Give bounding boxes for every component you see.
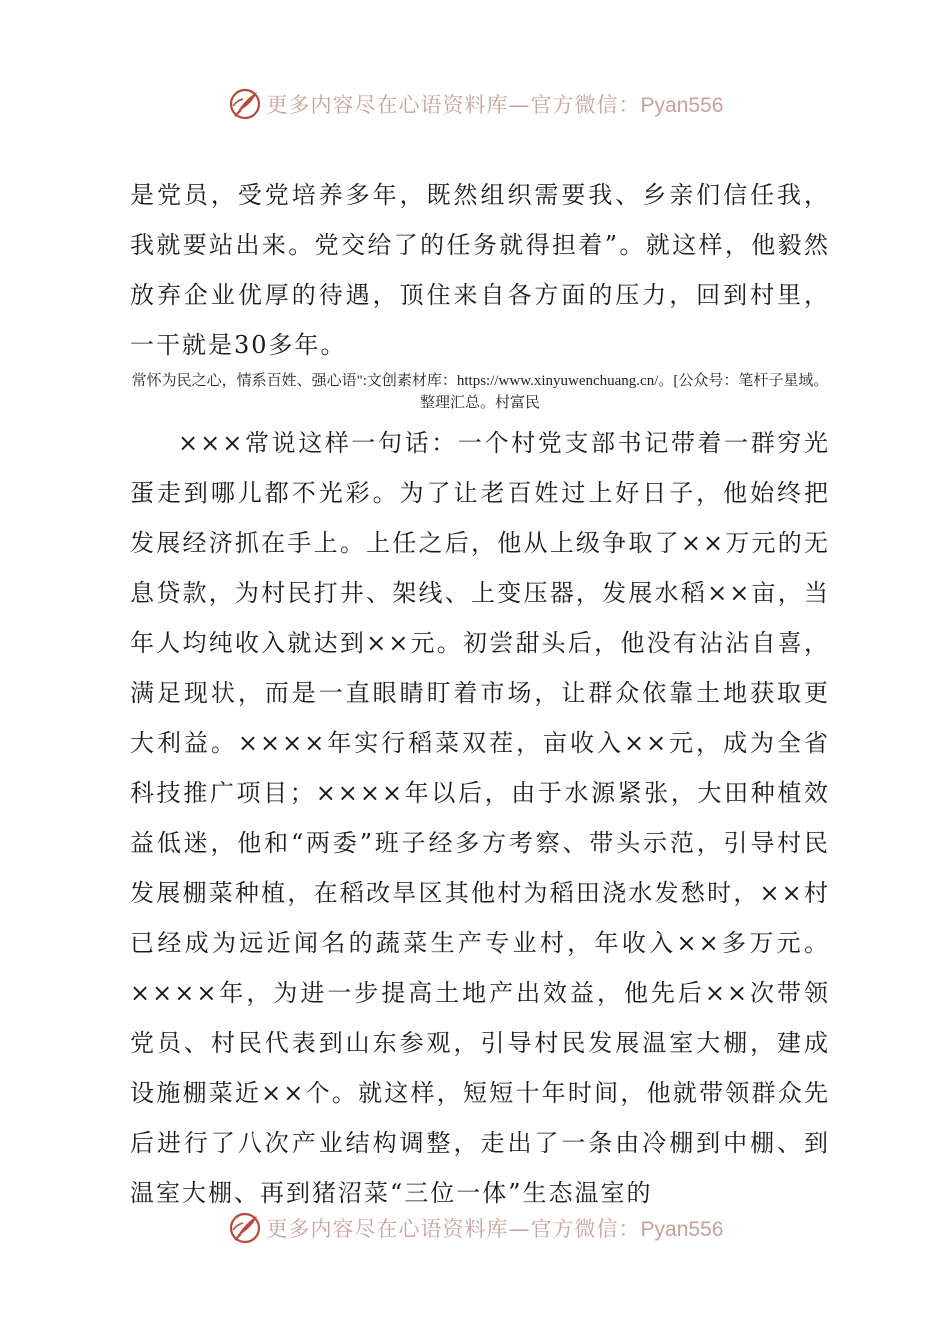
footer-banner-wechat-id: Pyan556 (640, 1218, 724, 1241)
quill-pen-icon (227, 1210, 263, 1246)
header-banner-text (267, 89, 724, 119)
body-paragraph-1: 是党员，受党培养多年，既然组织需要我、乡亲们信任我，我就要站出来。党交给了的任务就得担着”。就这样，他毅然放弃企业优厚的待遇，顶住来自各方面的压力，回到村里，一干就是30多年。 (130, 181, 830, 359)
footer-banner-text (267, 1213, 724, 1243)
header-banner-wechat-id: Pyan556 (640, 94, 724, 117)
body-paragraph-2: ×××常说这样一句话：一个村党支部书记带着一群穷光蛋走到哪儿都不光彩。为了让老百姓过上好日子，他始终把发展经济抓在手上。上任之后，他从上级争取了××万元的无息贷款，为村民打井、架线、上变压器，发展水稻××亩，当年人均纯收入就达到××元。初尝甜头后，他没有沾沾自喜，满足现状，而是一直眼睛盯着市场，让群众依靠土地获取更大利益。××××年实行稻菜双茬，亩收入××元，成为全省科技推广项目；××××年以后，由于水源紧张，大田种植效益低迷，他和“两委”班子经多方考察、带头示范，引导村民发展棚菜种植，在稻改旱区其他村为稻田浇水发愁时，××村已经成为远近闻名的蔬菜生产专业村，年收入××多万元。××××年，为进一步提高土地产出效益，他先后××次带领党员、村民代表到山东参观，引导村民发展温室大棚，建成设施棚菜近××个。就这样，短短十年时间，他就带领群众先后进行了八次产业结构调整，走出了一条由冷棚到中棚、到温室大棚、再到猪沼菜“三位一体”生态温室的 (130, 429, 830, 1207)
footer-banner (0, 1208, 950, 1248)
footer-banner-cn: 更多内容尽在心语资料库—官方微信： (266, 1217, 641, 1241)
header-banner (0, 84, 950, 124)
header-banner-cn: 更多内容尽在心语资料库—官方微信： (266, 93, 641, 117)
source-note: 常怀为民之心，情系百姓、强心语":文创素材库：https://www.xinyuwenchuang.cn/。[公众号：笔杆子星域。整理汇总。村富民 (131, 373, 829, 411)
quill-pen-icon (227, 86, 263, 122)
